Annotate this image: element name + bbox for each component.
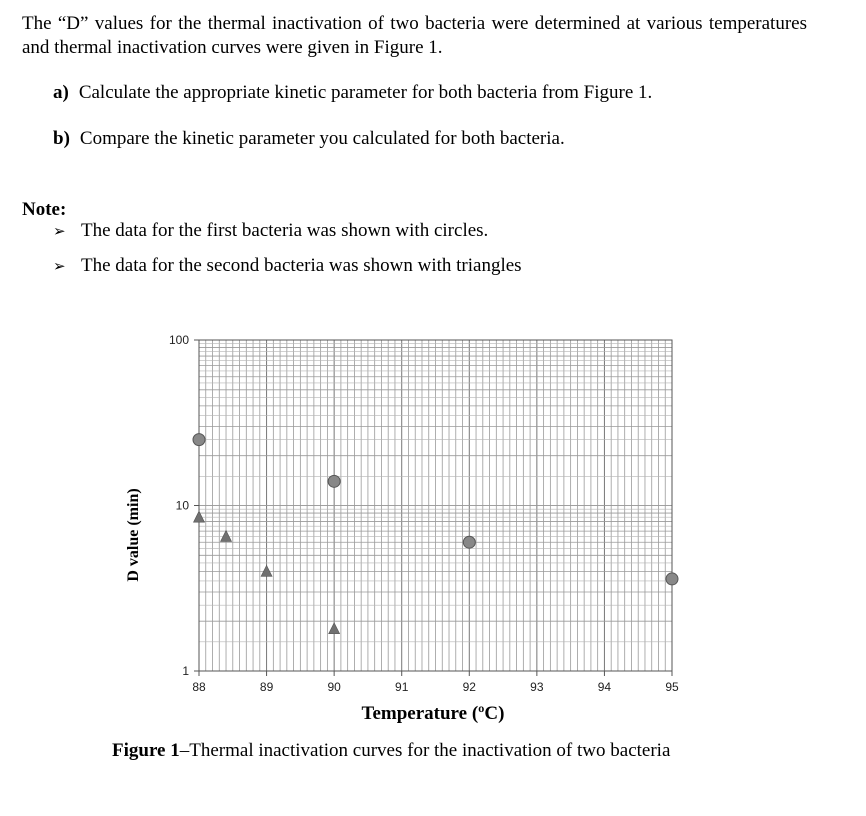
note-title: Note: bbox=[22, 199, 67, 220]
note-bullet-1 bbox=[53, 220, 488, 242]
triangle-data-point bbox=[261, 565, 272, 576]
question-b-text: Compare the kinetic parameter you calculated for both bacteria. bbox=[79, 128, 565, 149]
chart-tick-labels bbox=[169, 333, 679, 694]
question-a-text: Calculate the appropriate kinetic parameter for both bacteria from Figure 1. bbox=[78, 82, 653, 103]
arrow-bullet-icon: ➢ bbox=[53, 222, 66, 240]
arrow-bullet-icon: ➢ bbox=[53, 257, 66, 275]
circle-data-point bbox=[463, 536, 475, 548]
triangle-data-point bbox=[329, 623, 340, 634]
x-tick-label: 93 bbox=[530, 680, 544, 694]
figure-label: Figure 1 bbox=[112, 740, 180, 761]
x-tick-label: 94 bbox=[597, 680, 612, 694]
question-a bbox=[53, 82, 652, 104]
x-tick-label: 90 bbox=[327, 680, 341, 694]
y-tick-label: 100 bbox=[168, 333, 189, 347]
figure-caption-text: –Thermal inactivation curves for the inactivation of two bacteria bbox=[179, 740, 671, 761]
x-axis-label: Temperature (ºC) bbox=[361, 703, 505, 724]
chart-axes bbox=[194, 340, 672, 676]
question-a-marker: a) bbox=[53, 82, 69, 103]
problem-intro: The “D” values for the thermal inactivation of two bacteria were determined at various temperatures and thermal inactivation curves were given in Figure 1. bbox=[22, 13, 807, 58]
question-b-marker: b) bbox=[53, 128, 70, 149]
x-tick-label: 92 bbox=[462, 680, 476, 694]
question-b bbox=[53, 128, 565, 150]
x-tick-label: 88 bbox=[192, 680, 206, 694]
triangle-data-point bbox=[221, 530, 232, 541]
y-tick-label: 1 bbox=[182, 664, 189, 678]
y-axis-label: D value (min) bbox=[125, 488, 142, 582]
note-bullet-1-text: The data for the first bacteria was shown with circles. bbox=[81, 220, 489, 241]
figure-caption bbox=[112, 740, 670, 762]
y-tick-label: 10 bbox=[175, 498, 189, 513]
thermal-inactivation-chart bbox=[0, 300, 866, 730]
x-tick-label: 95 bbox=[665, 680, 679, 694]
circle-data-point bbox=[666, 573, 678, 585]
x-tick-label: 91 bbox=[395, 680, 409, 694]
circle-data-point bbox=[328, 475, 340, 487]
circle-data-point bbox=[193, 434, 205, 446]
x-tick-label: 89 bbox=[259, 680, 274, 694]
chart-grid bbox=[199, 340, 672, 671]
note-bullet-2 bbox=[53, 255, 522, 277]
note-bullet-2-text: The data for the second bacteria was shown with triangles bbox=[81, 255, 522, 276]
